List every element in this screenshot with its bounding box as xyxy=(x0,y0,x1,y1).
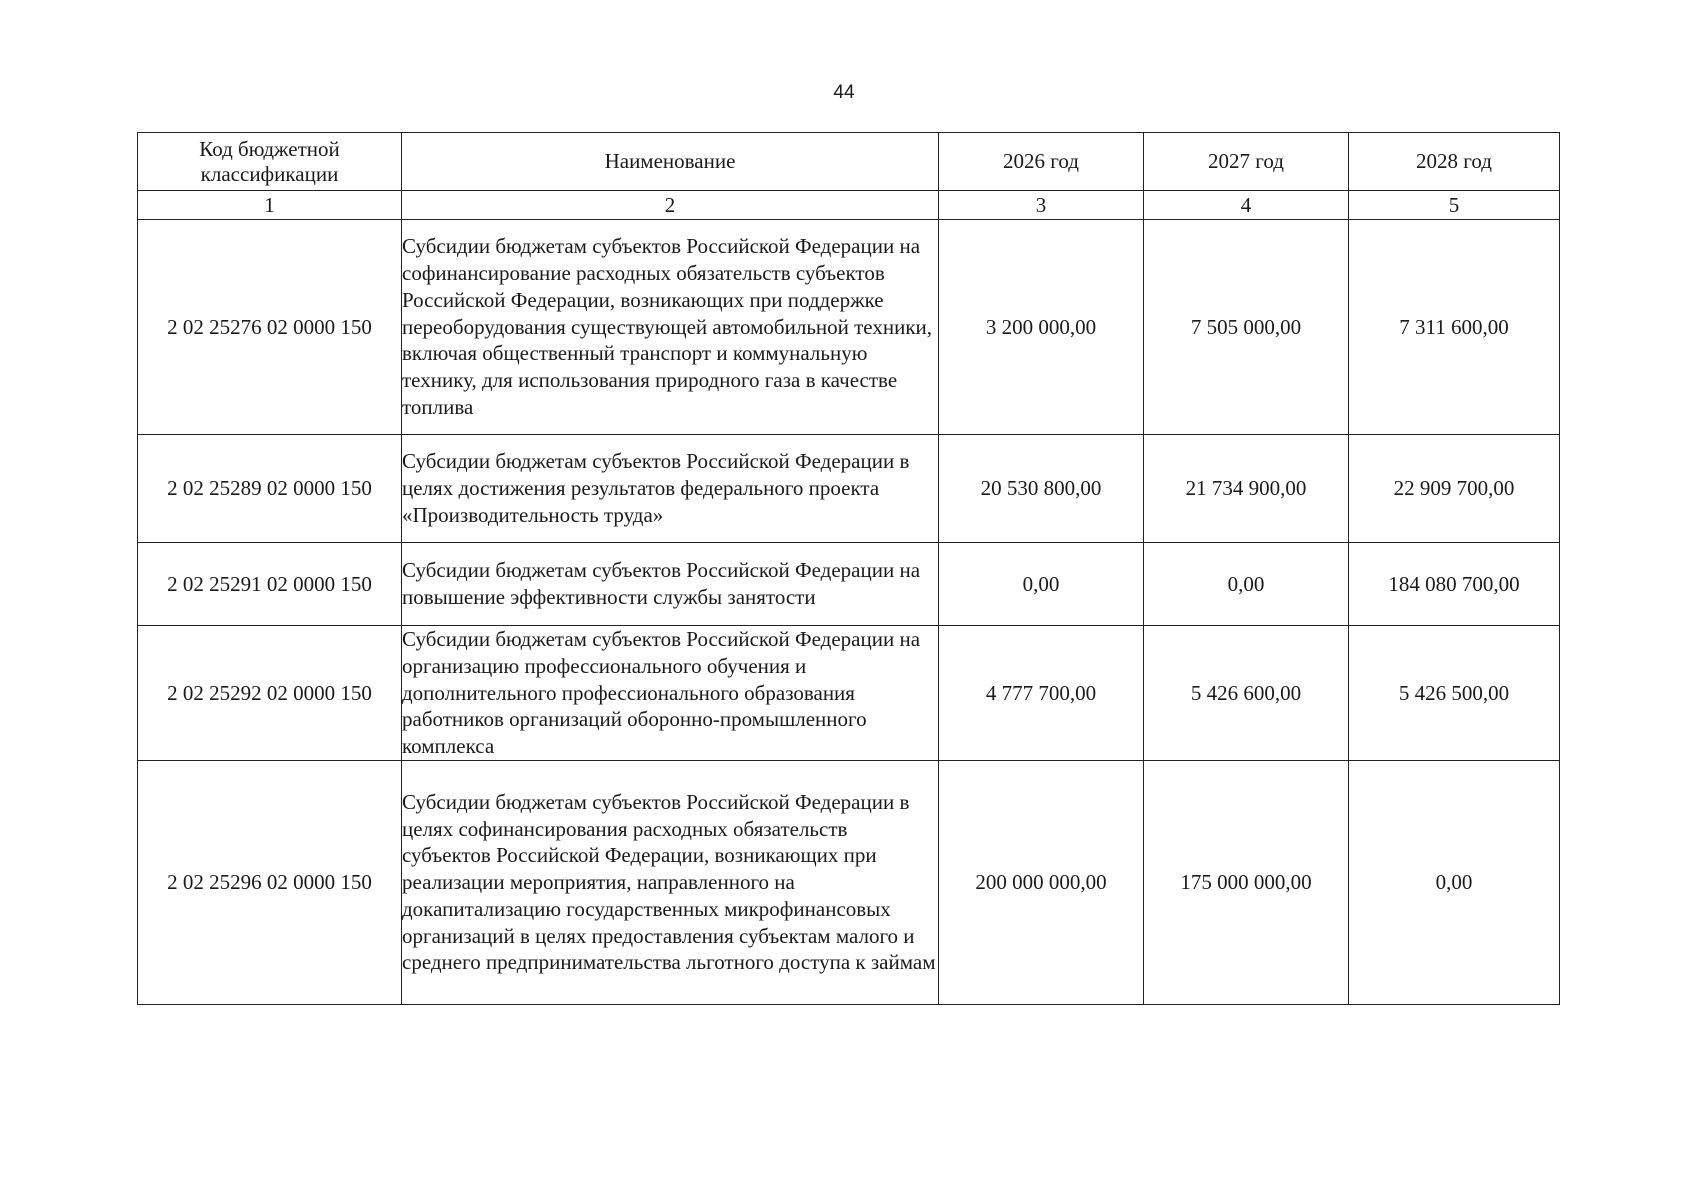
row-name: Субсидии бюджетам субъектов Российской Федерации в целях достижения результатов федерального проекта «Производительность труда» xyxy=(402,435,939,543)
column-number: 2 xyxy=(402,191,939,220)
row-name: Субсидии бюджетам субъектов Российской Федерации в целях софинансирования расходных обязательств субъектов Российской Федерации, возникающих при реализации мероприятия, направленного на докапитализацию государственных микрофинансовых организаций в целях предоставления субъектам малого и среднего предпринимательства льготного доступа к займам xyxy=(402,761,939,1005)
column-number: 3 xyxy=(939,191,1144,220)
row-name: Субсидии бюджетам субъектов Российской Федерации на повышение эффективности службы занятости xyxy=(402,543,939,626)
table-row xyxy=(138,761,1560,1005)
table-row xyxy=(138,543,1560,626)
row-code: 2 02 25291 02 0000 150 xyxy=(138,543,402,626)
row-value-2028: 5 426 500,00 xyxy=(1349,626,1560,761)
header-2028: 2028 год xyxy=(1349,133,1560,191)
budget-table xyxy=(137,132,1560,1005)
table-row xyxy=(138,626,1560,761)
column-number: 4 xyxy=(1144,191,1349,220)
header-name: Наименование xyxy=(402,133,939,191)
row-value-2026: 0,00 xyxy=(939,543,1144,626)
row-value-2027: 7 505 000,00 xyxy=(1144,220,1349,435)
row-value-2026: 20 530 800,00 xyxy=(939,435,1144,543)
header-code: Код бюджетной классификации xyxy=(138,133,402,191)
row-value-2028: 184 080 700,00 xyxy=(1349,543,1560,626)
row-value-2027: 5 426 600,00 xyxy=(1144,626,1349,761)
header-2027: 2027 год xyxy=(1144,133,1349,191)
table-header-row xyxy=(138,133,1560,191)
row-name: Субсидии бюджетам субъектов Российской Федерации на софинансирование расходных обязательств субъектов Российской Федерации, возникающих при поддержке переоборудования существующей автомобильной техники, включая общественный транспорт и коммунальную технику, для использования природного газа в качестве топлива xyxy=(402,220,939,435)
row-value-2026: 200 000 000,00 xyxy=(939,761,1144,1005)
column-numbers-row xyxy=(138,191,1560,220)
row-code: 2 02 25276 02 0000 150 xyxy=(138,220,402,435)
header-2026: 2026 год xyxy=(939,133,1144,191)
row-value-2027: 0,00 xyxy=(1144,543,1349,626)
row-code: 2 02 25292 02 0000 150 xyxy=(138,626,402,761)
row-code: 2 02 25289 02 0000 150 xyxy=(138,435,402,543)
row-value-2028: 7 311 600,00 xyxy=(1349,220,1560,435)
table-row xyxy=(138,220,1560,435)
column-number: 1 xyxy=(138,191,402,220)
row-value-2027: 21 734 900,00 xyxy=(1144,435,1349,543)
row-value-2028: 22 909 700,00 xyxy=(1349,435,1560,543)
row-name: Субсидии бюджетам субъектов Российской Федерации на организацию профессионального обучения и дополнительного профессионального образования работников организаций оборонно-промышленного комплекса xyxy=(402,626,939,761)
row-value-2027: 175 000 000,00 xyxy=(1144,761,1349,1005)
row-code: 2 02 25296 02 0000 150 xyxy=(138,761,402,1005)
row-value-2026: 4 777 700,00 xyxy=(939,626,1144,761)
row-value-2026: 3 200 000,00 xyxy=(939,220,1144,435)
table-row xyxy=(138,435,1560,543)
column-number: 5 xyxy=(1349,191,1560,220)
row-value-2028: 0,00 xyxy=(1349,761,1560,1005)
page-number: 44 xyxy=(833,82,855,103)
